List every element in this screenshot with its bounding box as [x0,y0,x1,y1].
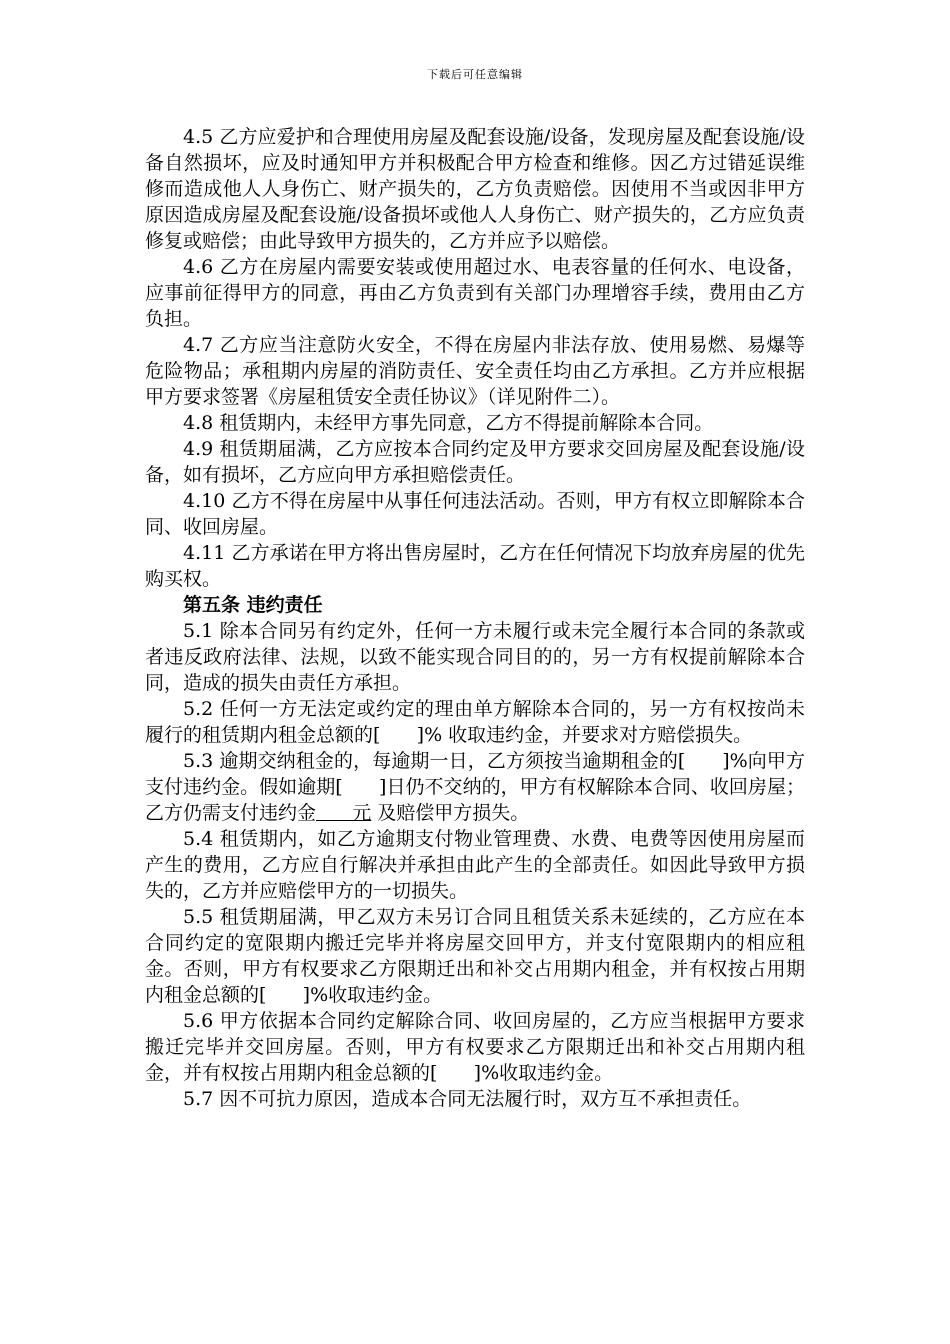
clause-5-7: 5.7 因不可抗力原因，造成本合同无法履行时，双方互不承担责任。 [183,1088,752,1110]
clause-4-10: 4.10 乙方不得在房屋中从事任何违法活动。否则，甲方有权立即解除本合同、收回房屋。 [145,490,805,538]
clause-4-6: 4.6 乙方在房屋内需要安装或使用超过水、电表容量的任何水、电设备，应事前征得甲方的同意，再由乙方负责到有关部门办理增容手续，费用由乙方负担。 [145,256,805,330]
page-header-note: 下载后可任意编辑 [427,68,523,81]
clause-5-5: 5.5 租赁期届满，甲乙双方未另订合同且租赁关系未延续的，乙方应在本合同约定的宽限期内搬迁完毕并将房屋交回甲方，并支付宽限期内的相应租金。否则，甲方有权要求乙方限期迁出和补交占用期内租金，并有权按占用期内租金总额的[ ]%收取违约金。 [145,906,805,1006]
clause-4-9: 4.9 租赁期届满，乙方应按本合同约定及甲方要求交回房屋及配套设施/设备，如有损坏，乙方应向甲方承担赔偿责任。 [145,438,805,486]
clause-5-3 [145,748,805,826]
document-body [145,124,805,1112]
clause-5-3-text: 5.3 逾期交纳租金的，每逾期一日，乙方须按当逾期租金的[ ]%向甲方支付违约金。假如逾期[ ]日仍不交纳的，甲方有权解除本合同、收回房屋；乙方仍需支付违约金 [145,750,805,824]
clause-5-2: 5.2 任何一方无法定或约定的理由单方解除本合同的，另一方有权按尚未履行的租赁期内租金总额的[ ]% 收取违约金，并要求对方赔偿损失。 [145,698,805,746]
clause-4-11: 4.11 乙方承诺在甲方将出售房屋时，乙方在任何情况下均放弃房屋的优先购买权。 [145,542,805,590]
clause-5-3-tail: 及赔偿甲方损失。 [371,802,530,824]
section-heading-article-5: 第五条 违约责任 [183,594,323,616]
penalty-amount-blank: 元 [316,802,372,824]
clause-4-7: 4.7 乙方应当注意防火安全，不得在房屋内非法存放、使用易燃、易爆等危险物品；承租期内房屋的消防责任、安全责任均由乙方承担。乙方并应根据甲方要求签署《房屋租赁安全责任协议》（详见附件二）。 [145,334,805,408]
clause-5-4: 5.4 租赁期内，如乙方逾期支付物业管理费、水费、电费等因使用房屋而产生的费用，乙方应自行解决并承担由此产生的全部责任。如因此导致甲方损失的，乙方并应赔偿甲方的一切损失。 [145,828,805,902]
clause-4-8: 4.8 租赁期内，未经甲方事先同意，乙方不得提前解除本合同。 [183,412,714,434]
clause-5-6: 5.6 甲方依据本合同约定解除合同、收回房屋的，乙方应当根据甲方要求搬迁完毕并交回房屋。否则，甲方有权要求乙方限期迁出和补交占用期内租金，并有权按占用期内租金总额的[ ]%收取违约金。 [145,1010,805,1084]
clause-5-1: 5.1 除本合同另有约定外，任何一方未履行或未完全履行本合同的条款或者违反政府法律、法规，以致不能实现合同目的的，另一方有权提前解除本合同，造成的损失由责任方承担。 [145,620,805,694]
clause-4-5: 4.5 乙方应爱护和合理使用房屋及配套设施/设备，发现房屋及配套设施/设备自然损坏，应及时通知甲方并积极配合甲方检查和维修。因乙方过错延误维修而造成他人人身伤亡、财产损失的，乙方负责赔偿。因使用不当或因非甲方原因造成房屋及配套设施/设备损坏或他人人身伤亡、财产损失的，乙方应负责修复或赔偿；由此导致甲方损失的，乙方并应予以赔偿。 [145,126,805,252]
